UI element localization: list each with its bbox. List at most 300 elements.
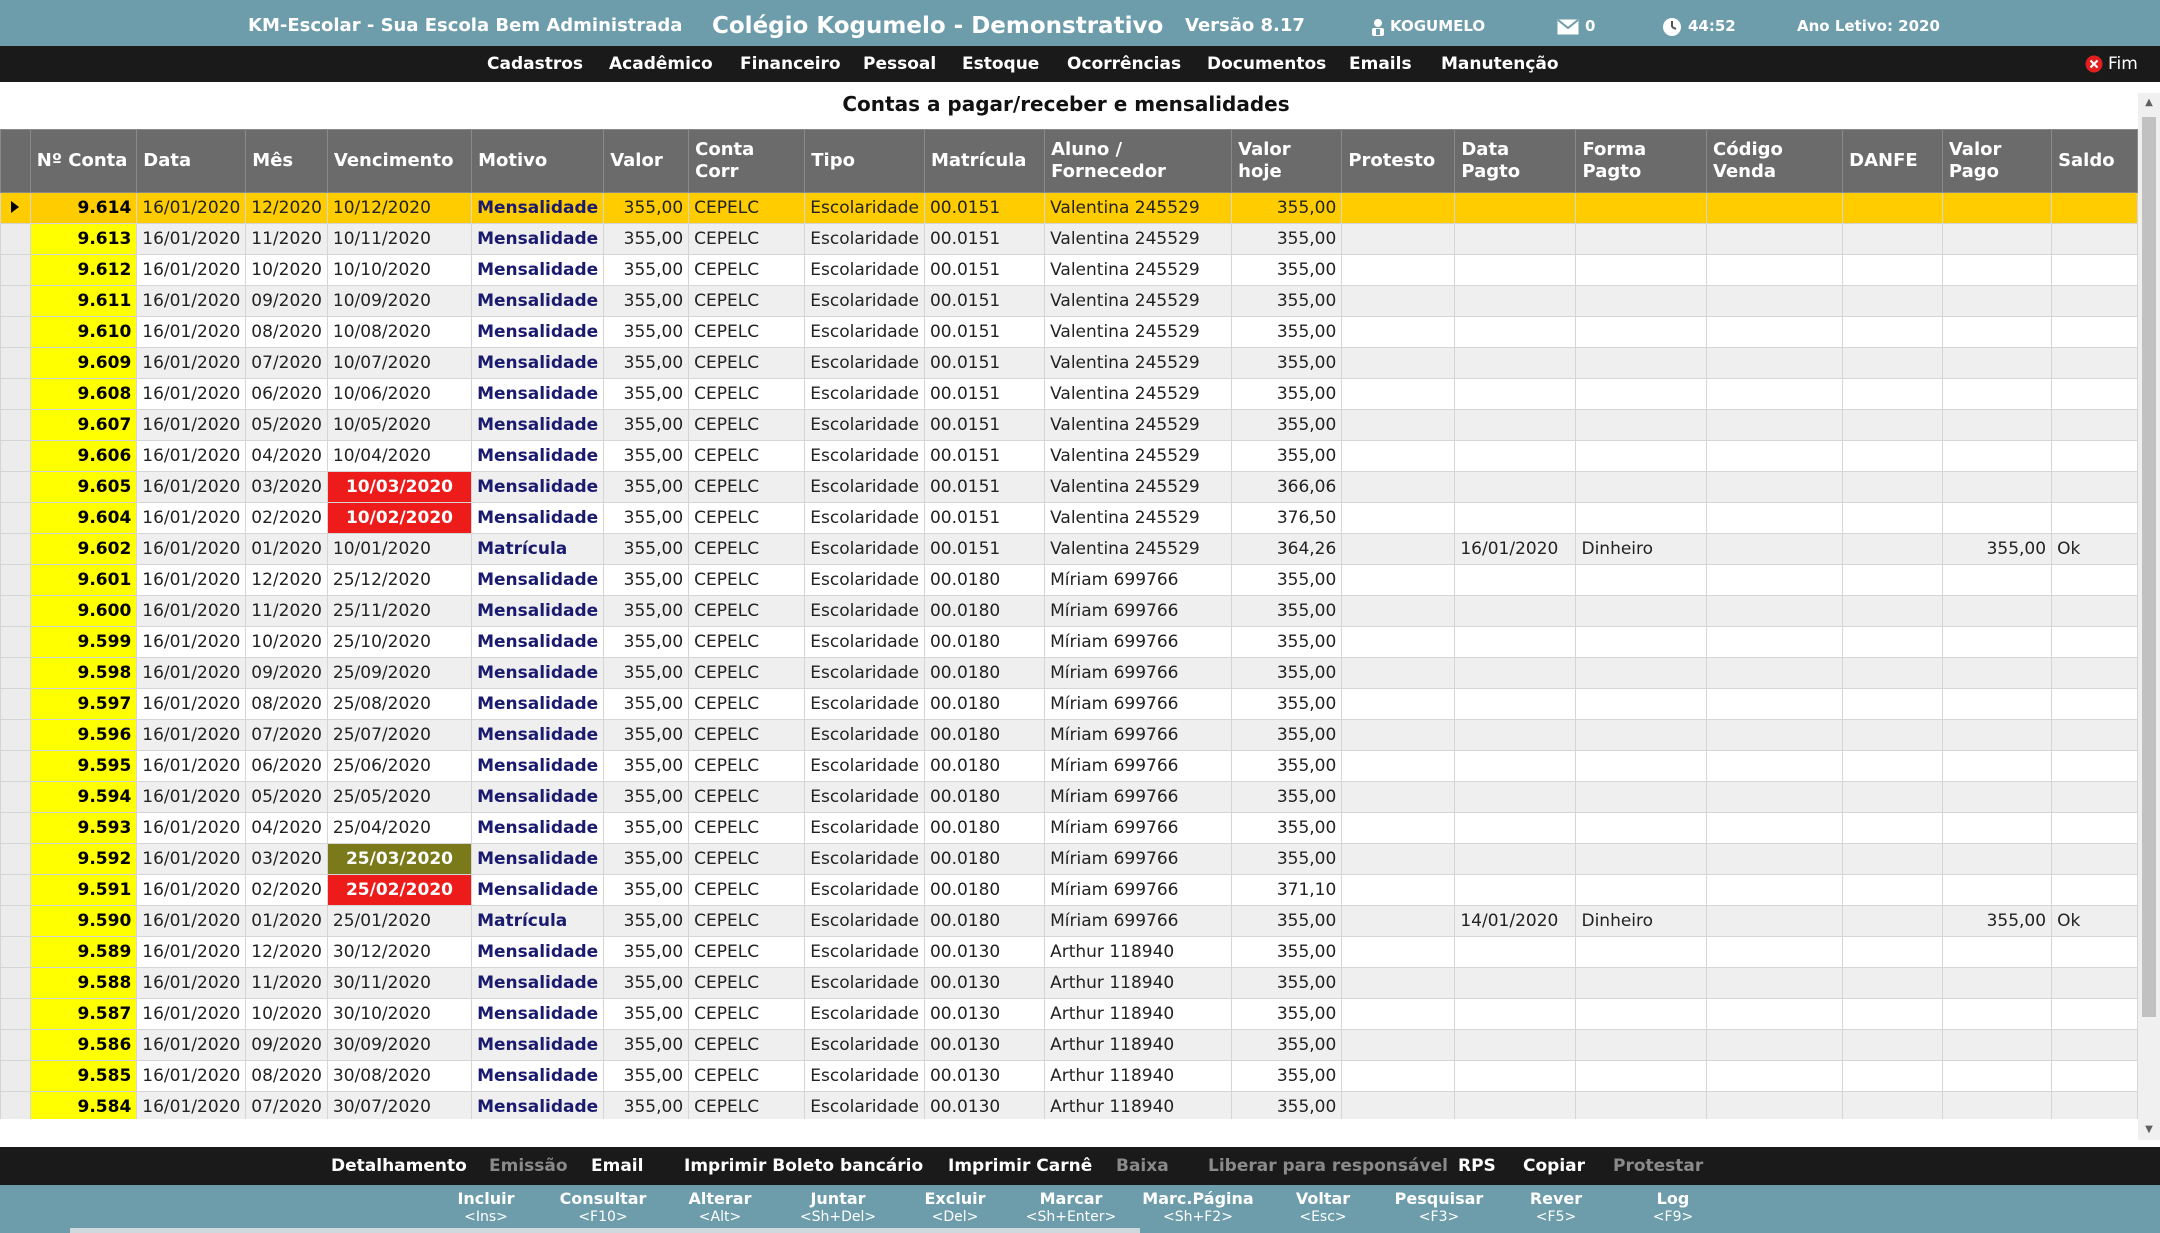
col-header-valor[interactable]: Valor [604, 130, 689, 193]
cell-motivo: Mensalidade [472, 658, 604, 689]
cell-valor-hoje: 355,00 [1232, 627, 1342, 658]
shortcut-consultar[interactable] [553, 1189, 653, 1227]
cell-motivo: Mensalidade [472, 565, 604, 596]
cell-danfe [1843, 441, 1943, 472]
top-header [0, 0, 2160, 46]
cell-num: 9.591 [30, 875, 137, 906]
cell-motivo: Mensalidade [472, 751, 604, 782]
cell-forma-pagto [1576, 844, 1707, 875]
cell-matricula: 00.0180 [924, 565, 1044, 596]
col-header-motivo[interactable]: Motivo [472, 130, 604, 193]
cell-saldo [2052, 286, 2138, 317]
cell-danfe [1843, 720, 1943, 751]
table-row[interactable] [1, 596, 2138, 627]
cell-valor-pago [1942, 1061, 2051, 1092]
cell-danfe [1843, 534, 1943, 565]
cell-vencimento: 25/09/2020 [327, 658, 471, 689]
cell-matricula: 00.0151 [924, 224, 1044, 255]
cell-valor-pago [1942, 379, 2051, 410]
row-indicator[interactable] [1, 658, 31, 689]
cell-conta-corr: CEPELC [689, 441, 805, 472]
table-row[interactable] [1, 906, 2138, 937]
table-row[interactable] [1, 689, 2138, 720]
action-liberar-responsavel[interactable]: Liberar para responsável [1208, 1156, 1448, 1176]
cell-codigo-venda [1707, 1030, 1843, 1061]
cell-danfe [1843, 379, 1943, 410]
shortcut-excluir[interactable] [910, 1189, 1000, 1227]
row-indicator[interactable] [1, 534, 31, 565]
cell-codigo-venda [1707, 720, 1843, 751]
cell-aluno: Míriam 699766 [1045, 720, 1232, 751]
shortcut-consultar-label: Consultar [559, 1189, 647, 1208]
cell-valor-hoje: 355,00 [1232, 317, 1342, 348]
shortcut-log[interactable] [1628, 1189, 1718, 1227]
shortcut-alterar-label: Alterar [688, 1189, 752, 1208]
table-row[interactable] [1, 999, 2138, 1030]
table-row[interactable] [1, 1092, 2138, 1120]
cell-data-pagto [1455, 813, 1576, 844]
cell-saldo [2052, 503, 2138, 534]
cell-valor-pago [1942, 565, 2051, 596]
cell-data-pagto [1455, 968, 1576, 999]
cell-data: 16/01/2020 [137, 720, 246, 751]
cell-valor-hoje: 355,00 [1232, 689, 1342, 720]
cell-matricula: 00.0151 [924, 534, 1044, 565]
cell-saldo [2052, 937, 2138, 968]
shortcut-marc-pagina[interactable] [1138, 1189, 1258, 1227]
cell-vencimento: 25/07/2020 [327, 720, 471, 751]
table-row[interactable] [1, 255, 2138, 286]
col-header-saldo[interactable]: Saldo [2052, 130, 2138, 193]
cell-codigo-venda [1707, 565, 1843, 596]
cell-data-pagto [1455, 348, 1576, 379]
cell-data: 16/01/2020 [137, 503, 246, 534]
header-row [1, 130, 2138, 193]
cell-data-pagto [1455, 937, 1576, 968]
cell-valor-pago [1942, 689, 2051, 720]
cell-tipo: Escolaridade [805, 627, 925, 658]
cell-danfe [1843, 689, 1943, 720]
cell-conta-corr: CEPELC [689, 999, 805, 1030]
cell-saldo [2052, 1030, 2138, 1061]
cell-vencimento: 10/07/2020 [327, 348, 471, 379]
action-detalhamento[interactable]: Detalhamento [331, 1156, 467, 1176]
row-indicator[interactable] [1, 1030, 31, 1061]
cell-forma-pagto [1576, 441, 1707, 472]
cell-forma-pagto [1576, 317, 1707, 348]
menu-estoque[interactable]: Estoque [962, 54, 1040, 74]
cell-num: 9.595 [30, 751, 137, 782]
action-imprimir-carne[interactable]: Imprimir Carnê [948, 1156, 1093, 1176]
cell-motivo: Mensalidade [472, 317, 604, 348]
table-row[interactable] [1, 844, 2138, 875]
cell-codigo-venda [1707, 751, 1843, 782]
row-indicator[interactable] [1, 441, 31, 472]
cell-num: 9.600 [30, 596, 137, 627]
cell-forma-pagto [1576, 658, 1707, 689]
cell-valor-pago [1942, 472, 2051, 503]
cell-vencimento: 30/12/2020 [327, 937, 471, 968]
table-row[interactable] [1, 937, 2138, 968]
cell-motivo: Mensalidade [472, 410, 604, 441]
cell-aluno: Valentina 245529 [1045, 503, 1232, 534]
mail-icon [1557, 19, 1579, 35]
menu-pessoal[interactable]: Pessoal [863, 54, 937, 74]
col-header-protesto[interactable]: Protesto [1342, 130, 1455, 193]
cell-matricula: 00.0151 [924, 286, 1044, 317]
row-indicator[interactable] [1, 968, 31, 999]
cell-aluno: Arthur 118940 [1045, 1092, 1232, 1120]
shortcut-pesquisar[interactable] [1389, 1189, 1489, 1227]
cell-protesto [1342, 286, 1455, 317]
row-indicator[interactable] [1, 317, 31, 348]
col-header-tipo[interactable]: Tipo [805, 130, 925, 193]
cell-mes: 09/2020 [246, 658, 328, 689]
row-indicator[interactable] [1, 875, 31, 906]
cell-codigo-venda [1707, 937, 1843, 968]
cell-motivo: Mensalidade [472, 503, 604, 534]
cell-danfe [1843, 193, 1943, 224]
cell-aluno: Valentina 245529 [1045, 286, 1232, 317]
col-header-aluno[interactable]: Aluno / Fornecedor [1045, 130, 1232, 193]
cell-valor-hoje: 355,00 [1232, 286, 1342, 317]
cell-num: 9.592 [30, 844, 137, 875]
cell-vencimento: 10/04/2020 [327, 441, 471, 472]
cell-tipo: Escolaridade [805, 472, 925, 503]
table-row[interactable] [1, 627, 2138, 658]
cell-tipo: Escolaridade [805, 720, 925, 751]
table-row[interactable] [1, 565, 2138, 596]
cell-num: 9.597 [30, 689, 137, 720]
cell-tipo: Escolaridade [805, 937, 925, 968]
cell-data-pagto [1455, 844, 1576, 875]
cell-aluno: Valentina 245529 [1045, 379, 1232, 410]
shortcut-marcar-key: <Sh+Enter> [1025, 1209, 1117, 1225]
table-row[interactable] [1, 441, 2138, 472]
col-header-danfe[interactable]: DANFE [1843, 130, 1943, 193]
cell-conta-corr: CEPELC [689, 379, 805, 410]
cell-vencimento: 25/10/2020 [327, 627, 471, 658]
cell-matricula: 00.0180 [924, 751, 1044, 782]
cell-valor: 355,00 [604, 658, 689, 689]
row-indicator[interactable] [1, 1092, 31, 1120]
row-indicator[interactable] [1, 565, 31, 596]
messages-indicator[interactable] [1557, 0, 1595, 46]
cell-aluno: Arthur 118940 [1045, 1030, 1232, 1061]
col-header-matricula[interactable]: Matrícula [924, 130, 1044, 193]
row-indicator[interactable] [1, 782, 31, 813]
menu-cadastros[interactable]: Cadastros [487, 54, 584, 74]
row-indicator[interactable] [1, 224, 31, 255]
cell-conta-corr: CEPELC [689, 286, 805, 317]
cell-motivo: Mensalidade [472, 875, 604, 906]
cell-num: 9.585 [30, 1061, 137, 1092]
cell-data: 16/01/2020 [137, 472, 246, 503]
table-row[interactable] [1, 317, 2138, 348]
cell-danfe [1843, 317, 1943, 348]
row-indicator[interactable] [1, 844, 31, 875]
shortcut-voltar[interactable] [1278, 1189, 1368, 1227]
cell-forma-pagto [1576, 379, 1707, 410]
cell-protesto [1342, 255, 1455, 286]
table-row[interactable] [1, 875, 2138, 906]
col-header-mes[interactable]: Mês [246, 130, 328, 193]
cell-aluno: Valentina 245529 [1045, 534, 1232, 565]
cell-valor-hoje: 371,10 [1232, 875, 1342, 906]
cell-mes: 05/2020 [246, 782, 328, 813]
row-indicator[interactable] [1, 751, 31, 782]
menu-financeiro[interactable]: Financeiro [740, 54, 841, 74]
cell-codigo-venda [1707, 1061, 1843, 1092]
cell-data-pagto [1455, 658, 1576, 689]
col-header-num[interactable]: Nº Conta [30, 130, 137, 193]
shortcut-juntar[interactable] [788, 1189, 888, 1227]
cell-num: 9.606 [30, 441, 137, 472]
exit-button[interactable] [2085, 46, 2138, 82]
table-row[interactable] [1, 720, 2138, 751]
cell-matricula: 00.0180 [924, 658, 1044, 689]
cell-mes: 07/2020 [246, 348, 328, 379]
table-row[interactable] [1, 813, 2138, 844]
row-indicator[interactable] [1, 720, 31, 751]
table-row[interactable] [1, 658, 2138, 689]
cell-valor: 355,00 [604, 627, 689, 658]
cell-codigo-venda [1707, 348, 1843, 379]
cell-codigo-venda [1707, 782, 1843, 813]
cell-tipo: Escolaridade [805, 317, 925, 348]
cell-aluno: Valentina 245529 [1045, 472, 1232, 503]
shortcut-pesquisar-label: Pesquisar [1394, 1189, 1484, 1208]
cell-tipo: Escolaridade [805, 565, 925, 596]
cell-data: 16/01/2020 [137, 441, 246, 472]
cell-saldo [2052, 875, 2138, 906]
cell-saldo [2052, 348, 2138, 379]
cell-danfe [1843, 875, 1943, 906]
table-row[interactable] [1, 1030, 2138, 1061]
cell-tipo: Escolaridade [805, 1030, 925, 1061]
row-indicator[interactable] [1, 379, 31, 410]
cell-motivo: Mensalidade [472, 782, 604, 813]
cell-forma-pagto [1576, 1061, 1707, 1092]
cell-conta-corr: CEPELC [689, 596, 805, 627]
cell-matricula: 00.0180 [924, 844, 1044, 875]
cell-protesto [1342, 472, 1455, 503]
cell-motivo: Mensalidade [472, 596, 604, 627]
cell-forma-pagto [1576, 813, 1707, 844]
menu-emails[interactable]: Emails [1349, 54, 1412, 74]
action-emissao[interactable]: Emissão [489, 1156, 568, 1176]
row-indicator[interactable] [1, 627, 31, 658]
row-indicator[interactable] [1, 999, 31, 1030]
cell-data-pagto [1455, 503, 1576, 534]
cell-conta-corr: CEPELC [689, 627, 805, 658]
shortcut-pesquisar-key: <F3> [1418, 1209, 1460, 1225]
cell-saldo [2052, 379, 2138, 410]
col-header-forma-pagto[interactable]: Forma Pagto [1576, 130, 1707, 193]
cell-num: 9.586 [30, 1030, 137, 1061]
cell-conta-corr: CEPELC [689, 1030, 805, 1061]
cell-protesto [1342, 534, 1455, 565]
cell-saldo [2052, 565, 2138, 596]
messages-count: 0 [1585, 17, 1596, 35]
cell-valor: 355,00 [604, 937, 689, 968]
cell-tipo: Escolaridade [805, 968, 925, 999]
table-row[interactable] [1, 193, 2138, 224]
col-header-valor-pago[interactable]: Valor Pago [1942, 130, 2051, 193]
cell-tipo: Escolaridade [805, 348, 925, 379]
cell-valor: 355,00 [604, 1092, 689, 1120]
cell-forma-pagto [1576, 968, 1707, 999]
cell-num: 9.588 [30, 968, 137, 999]
row-indicator[interactable] [1, 937, 31, 968]
cell-aluno: Valentina 245529 [1045, 348, 1232, 379]
cell-valor-hoje: 355,00 [1232, 565, 1342, 596]
col-header-data-pagto[interactable]: Data Pagto [1455, 130, 1576, 193]
col-header-conta-corr[interactable]: Conta Corr [689, 130, 805, 193]
action-baixa[interactable]: Baixa [1116, 1156, 1169, 1176]
cell-data: 16/01/2020 [137, 565, 246, 596]
table-row[interactable] [1, 782, 2138, 813]
table-row[interactable] [1, 472, 2138, 503]
cell-aluno: Míriam 699766 [1045, 751, 1232, 782]
cell-num: 9.609 [30, 348, 137, 379]
cell-forma-pagto [1576, 999, 1707, 1030]
table-row[interactable] [1, 224, 2138, 255]
menu-manutencao[interactable]: Manutenção [1441, 54, 1559, 74]
cell-valor-hoje: 355,00 [1232, 658, 1342, 689]
cell-valor-pago [1942, 348, 2051, 379]
cell-num: 9.584 [30, 1092, 137, 1120]
cell-valor-hoje: 355,00 [1232, 1061, 1342, 1092]
cell-motivo: Mensalidade [472, 689, 604, 720]
shortcut-rever[interactable] [1511, 1189, 1601, 1227]
table-row[interactable] [1, 968, 2138, 999]
action-email[interactable]: Email [591, 1156, 644, 1176]
cell-conta-corr: CEPELC [689, 937, 805, 968]
cell-forma-pagto: Dinheiro [1576, 906, 1707, 937]
cell-saldo [2052, 224, 2138, 255]
cell-forma-pagto [1576, 410, 1707, 441]
cell-conta-corr: CEPELC [689, 224, 805, 255]
shortcut-voltar-key: <Esc> [1299, 1209, 1347, 1225]
table-row[interactable] [1, 379, 2138, 410]
row-indicator[interactable] [1, 410, 31, 441]
row-indicator[interactable] [1, 193, 31, 224]
shortcut-bar [0, 1185, 2160, 1233]
row-indicator[interactable] [1, 906, 31, 937]
cell-motivo: Mensalidade [472, 937, 604, 968]
cell-data-pagto [1455, 193, 1576, 224]
cell-protesto [1342, 782, 1455, 813]
menu-ocorrencias[interactable]: Ocorrências [1067, 54, 1182, 74]
row-indicator[interactable] [1, 689, 31, 720]
cell-saldo [2052, 844, 2138, 875]
scroll-down-arrow[interactable]: ▼ [2145, 1124, 2153, 1135]
shortcut-alterar[interactable] [675, 1189, 765, 1227]
row-indicator[interactable] [1, 348, 31, 379]
cell-aluno: Míriam 699766 [1045, 565, 1232, 596]
cell-valor-hoje: 355,00 [1232, 968, 1342, 999]
user-indicator[interactable] [1370, 0, 1485, 46]
menu-documentos[interactable]: Documentos [1207, 54, 1327, 74]
cell-forma-pagto [1576, 286, 1707, 317]
action-protestar[interactable]: Protestar [1613, 1156, 1704, 1176]
cell-data-pagto [1455, 1092, 1576, 1120]
cell-matricula: 00.0180 [924, 906, 1044, 937]
col-header-codigo-venda[interactable]: Código Venda [1707, 130, 1843, 193]
action-copiar[interactable]: Copiar [1523, 1156, 1586, 1176]
row-indicator[interactable] [1, 472, 31, 503]
row-indicator[interactable] [1, 596, 31, 627]
cell-data: 16/01/2020 [137, 534, 246, 565]
shortcut-marcar[interactable] [1016, 1189, 1126, 1227]
scrollbar-thumb[interactable] [2142, 117, 2156, 1017]
cell-valor-hoje: 355,00 [1232, 906, 1342, 937]
cell-num: 9.596 [30, 720, 137, 751]
action-rps[interactable]: RPS [1458, 1156, 1496, 1176]
cell-mes: 02/2020 [246, 875, 328, 906]
table-row[interactable] [1, 410, 2138, 441]
cell-num: 9.607 [30, 410, 137, 441]
cell-tipo: Escolaridade [805, 224, 925, 255]
table-row[interactable] [1, 503, 2138, 534]
cell-num: 9.601 [30, 565, 137, 596]
table-row[interactable] [1, 751, 2138, 782]
table-row[interactable] [1, 534, 2138, 565]
cell-data: 16/01/2020 [137, 317, 246, 348]
cell-mes: 03/2020 [246, 844, 328, 875]
cell-vencimento: 10/11/2020 [327, 224, 471, 255]
cell-tipo: Escolaridade [805, 255, 925, 286]
cell-motivo: Mensalidade [472, 1061, 604, 1092]
cell-tipo: Escolaridade [805, 596, 925, 627]
cell-matricula: 00.0180 [924, 875, 1044, 906]
shortcut-incluir[interactable] [441, 1189, 531, 1227]
menu-academico[interactable]: Acadêmico [609, 54, 713, 74]
scroll-up-arrow[interactable]: ▲ [2145, 97, 2153, 108]
cell-codigo-venda [1707, 286, 1843, 317]
row-indicator[interactable] [1, 286, 31, 317]
table-row[interactable] [1, 286, 2138, 317]
cell-valor-hoje: 355,00 [1232, 193, 1342, 224]
col-header-vencimento[interactable]: Vencimento [327, 130, 471, 193]
cell-valor: 355,00 [604, 844, 689, 875]
cell-valor: 355,00 [604, 348, 689, 379]
cell-valor-pago [1942, 193, 2051, 224]
row-indicator[interactable] [1, 503, 31, 534]
cell-forma-pagto [1576, 751, 1707, 782]
row-indicator[interactable] [1, 813, 31, 844]
row-indicator[interactable] [1, 255, 31, 286]
page-title: Contas a pagar/receber e mensalidades [842, 92, 1290, 116]
row-indicator[interactable] [1, 1061, 31, 1092]
cell-valor-pago [1942, 875, 2051, 906]
cell-aluno: Arthur 118940 [1045, 968, 1232, 999]
col-header-data[interactable]: Data [137, 130, 246, 193]
cell-data-pagto [1455, 317, 1576, 348]
table-row[interactable] [1, 1061, 2138, 1092]
col-header-valor-hoje[interactable]: Valor hoje [1232, 130, 1342, 193]
cell-data-pagto [1455, 379, 1576, 410]
cell-aluno: Valentina 245529 [1045, 317, 1232, 348]
cell-valor-hoje: 355,00 [1232, 813, 1342, 844]
cell-valor-hoje: 355,00 [1232, 348, 1342, 379]
action-imprimir-boleto[interactable]: Imprimir Boleto bancário [684, 1156, 924, 1176]
table-row[interactable] [1, 348, 2138, 379]
cell-codigo-venda [1707, 968, 1843, 999]
vertical-scrollbar[interactable] [2138, 93, 2160, 1140]
cell-valor-hoje: 376,50 [1232, 503, 1342, 534]
